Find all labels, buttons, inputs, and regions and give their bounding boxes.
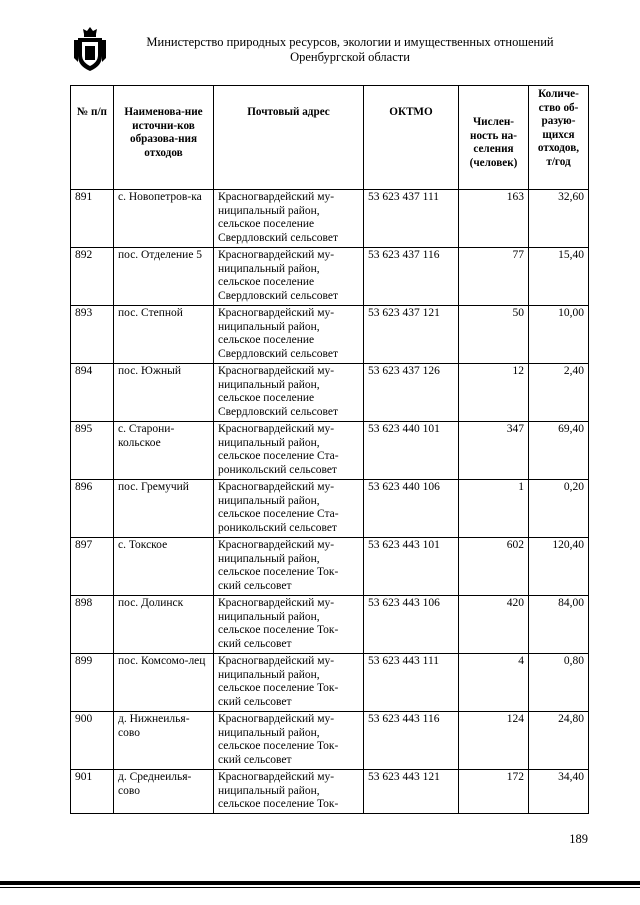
- cell-address: Красногвардейский му-ниципальный район, сельское поселение Ток-ский сельсовет: [214, 596, 364, 654]
- cell-source-name: с. Новопетров-ка: [114, 190, 214, 248]
- cell-number: 894: [71, 364, 114, 422]
- cell-waste-amount: 15,40: [529, 248, 589, 306]
- cell-oktmo: 53 623 443 121: [364, 770, 459, 814]
- cell-waste-amount: 24,80: [529, 712, 589, 770]
- cell-number: 899: [71, 654, 114, 712]
- cell-address: Красногвардейский му-ниципальный район, сельское поселение Свердловский сельсовет: [214, 306, 364, 364]
- cell-address: Красногвардейский му-ниципальный район, сельское поселение Ток-ский сельсовет: [214, 712, 364, 770]
- ministry-header: [115, 35, 585, 65]
- cell-population: 347: [459, 422, 529, 480]
- cell-source-name: пос. Степной: [114, 306, 214, 364]
- table-row: [71, 654, 589, 712]
- cell-population: 4: [459, 654, 529, 712]
- cell-address: Красногвардейский му-ниципальный район, сельское поселение Ток-ский сельсовет: [214, 654, 364, 712]
- coat-of-arms-emblem-icon: [73, 26, 107, 72]
- cell-source-name: с. Токское: [114, 538, 214, 596]
- table-row: [71, 770, 589, 814]
- table-row: [71, 712, 589, 770]
- cell-waste-amount: 2,40: [529, 364, 589, 422]
- cell-population: 12: [459, 364, 529, 422]
- cell-number: 901: [71, 770, 114, 814]
- cell-waste-amount: 69,40: [529, 422, 589, 480]
- waste-sources-table: [70, 85, 589, 814]
- cell-waste-amount: 32,60: [529, 190, 589, 248]
- column-header-source-name: Наименова-ние источни-ков образова-ния отходов: [114, 86, 214, 190]
- table-row: [71, 248, 589, 306]
- table-row: [71, 190, 589, 248]
- cell-oktmo: 53 623 440 101: [364, 422, 459, 480]
- column-header-oktmo: ОКТМО: [364, 86, 459, 190]
- cell-waste-amount: 10,00: [529, 306, 589, 364]
- cell-address: Красногвардейский му-ниципальный район, сельское поселение Ста-роникольский сельсовет: [214, 480, 364, 538]
- cell-source-name: д. Среднеилья-сово: [114, 770, 214, 814]
- cell-waste-amount: 0,20: [529, 480, 589, 538]
- cell-oktmo: 53 623 443 111: [364, 654, 459, 712]
- cell-number: 892: [71, 248, 114, 306]
- cell-number: 891: [71, 190, 114, 248]
- cell-source-name: пос. Отделение 5: [114, 248, 214, 306]
- cell-source-name: пос. Южный: [114, 364, 214, 422]
- cell-waste-amount: 84,00: [529, 596, 589, 654]
- cell-address: Красногвардейский му-ниципальный район, сельское поселение Ток-ский сельсовет: [214, 538, 364, 596]
- cell-population: 124: [459, 712, 529, 770]
- cell-waste-amount: 0,80: [529, 654, 589, 712]
- cell-source-name: с. Старони-кольское: [114, 422, 214, 480]
- cell-oktmo: 53 623 437 111: [364, 190, 459, 248]
- cell-waste-amount: 120,40: [529, 538, 589, 596]
- cell-source-name: пос. Комсомо-лец: [114, 654, 214, 712]
- cell-population: 602: [459, 538, 529, 596]
- cell-oktmo: 53 623 440 106: [364, 480, 459, 538]
- cell-waste-amount: 34,40: [529, 770, 589, 814]
- cell-number: 898: [71, 596, 114, 654]
- column-header-address: Почтовый адрес: [214, 86, 364, 190]
- cell-population: 50: [459, 306, 529, 364]
- table-header-row: [71, 86, 589, 190]
- cell-oktmo: 53 623 437 121: [364, 306, 459, 364]
- table-row: [71, 306, 589, 364]
- cell-oktmo: 53 623 443 116: [364, 712, 459, 770]
- column-header-number: № п/п: [71, 86, 114, 190]
- cell-oktmo: 53 623 437 116: [364, 248, 459, 306]
- cell-address: Красногвардейский му-ниципальный район, сельское поселение Свердловский сельсовет: [214, 364, 364, 422]
- cell-number: 893: [71, 306, 114, 364]
- cell-population: 77: [459, 248, 529, 306]
- cell-number: 895: [71, 422, 114, 480]
- cell-address: Красногвардейский му-ниципальный район, сельское поселение Ста-роникольский сельсовет: [214, 422, 364, 480]
- region-name: Оренбургской области: [290, 50, 410, 64]
- table-row: [71, 538, 589, 596]
- cell-oktmo: 53 623 443 106: [364, 596, 459, 654]
- cell-population: 172: [459, 770, 529, 814]
- cell-oktmo: 53 623 437 126: [364, 364, 459, 422]
- cell-population: 1: [459, 480, 529, 538]
- column-header-waste-amount: Количе-ство об-разую-щихся отходов, т/год: [529, 86, 589, 190]
- ministry-name: Министерство природных ресурсов, экологии и имущественных отношений: [146, 35, 554, 49]
- table-row: [71, 480, 589, 538]
- cell-number: 897: [71, 538, 114, 596]
- page-number: 189: [569, 832, 588, 846]
- cell-source-name: пос. Гремучий: [114, 480, 214, 538]
- cell-population: 420: [459, 596, 529, 654]
- cell-source-name: пос. Долинск: [114, 596, 214, 654]
- column-header-population: Числен-ность на-селения (человек): [459, 86, 529, 190]
- table-row: [71, 596, 589, 654]
- cell-oktmo: 53 623 443 101: [364, 538, 459, 596]
- cell-address: Красногвардейский му-ниципальный район, сельское поселение Свердловский сельсовет: [214, 190, 364, 248]
- cell-number: 900: [71, 712, 114, 770]
- table-row: [71, 422, 589, 480]
- footer-rule: [0, 881, 640, 885]
- cell-address: Красногвардейский му-ниципальный район, сельское поселение Свердловский сельсовет: [214, 248, 364, 306]
- cell-population: 163: [459, 190, 529, 248]
- table-row: [71, 364, 589, 422]
- cell-source-name: д. Нижнеилья-сово: [114, 712, 214, 770]
- cell-address: Красногвардейский му-ниципальный район, сельское поселение Ток-: [214, 770, 364, 814]
- cell-number: 896: [71, 480, 114, 538]
- footer-rule-thin: [0, 887, 640, 888]
